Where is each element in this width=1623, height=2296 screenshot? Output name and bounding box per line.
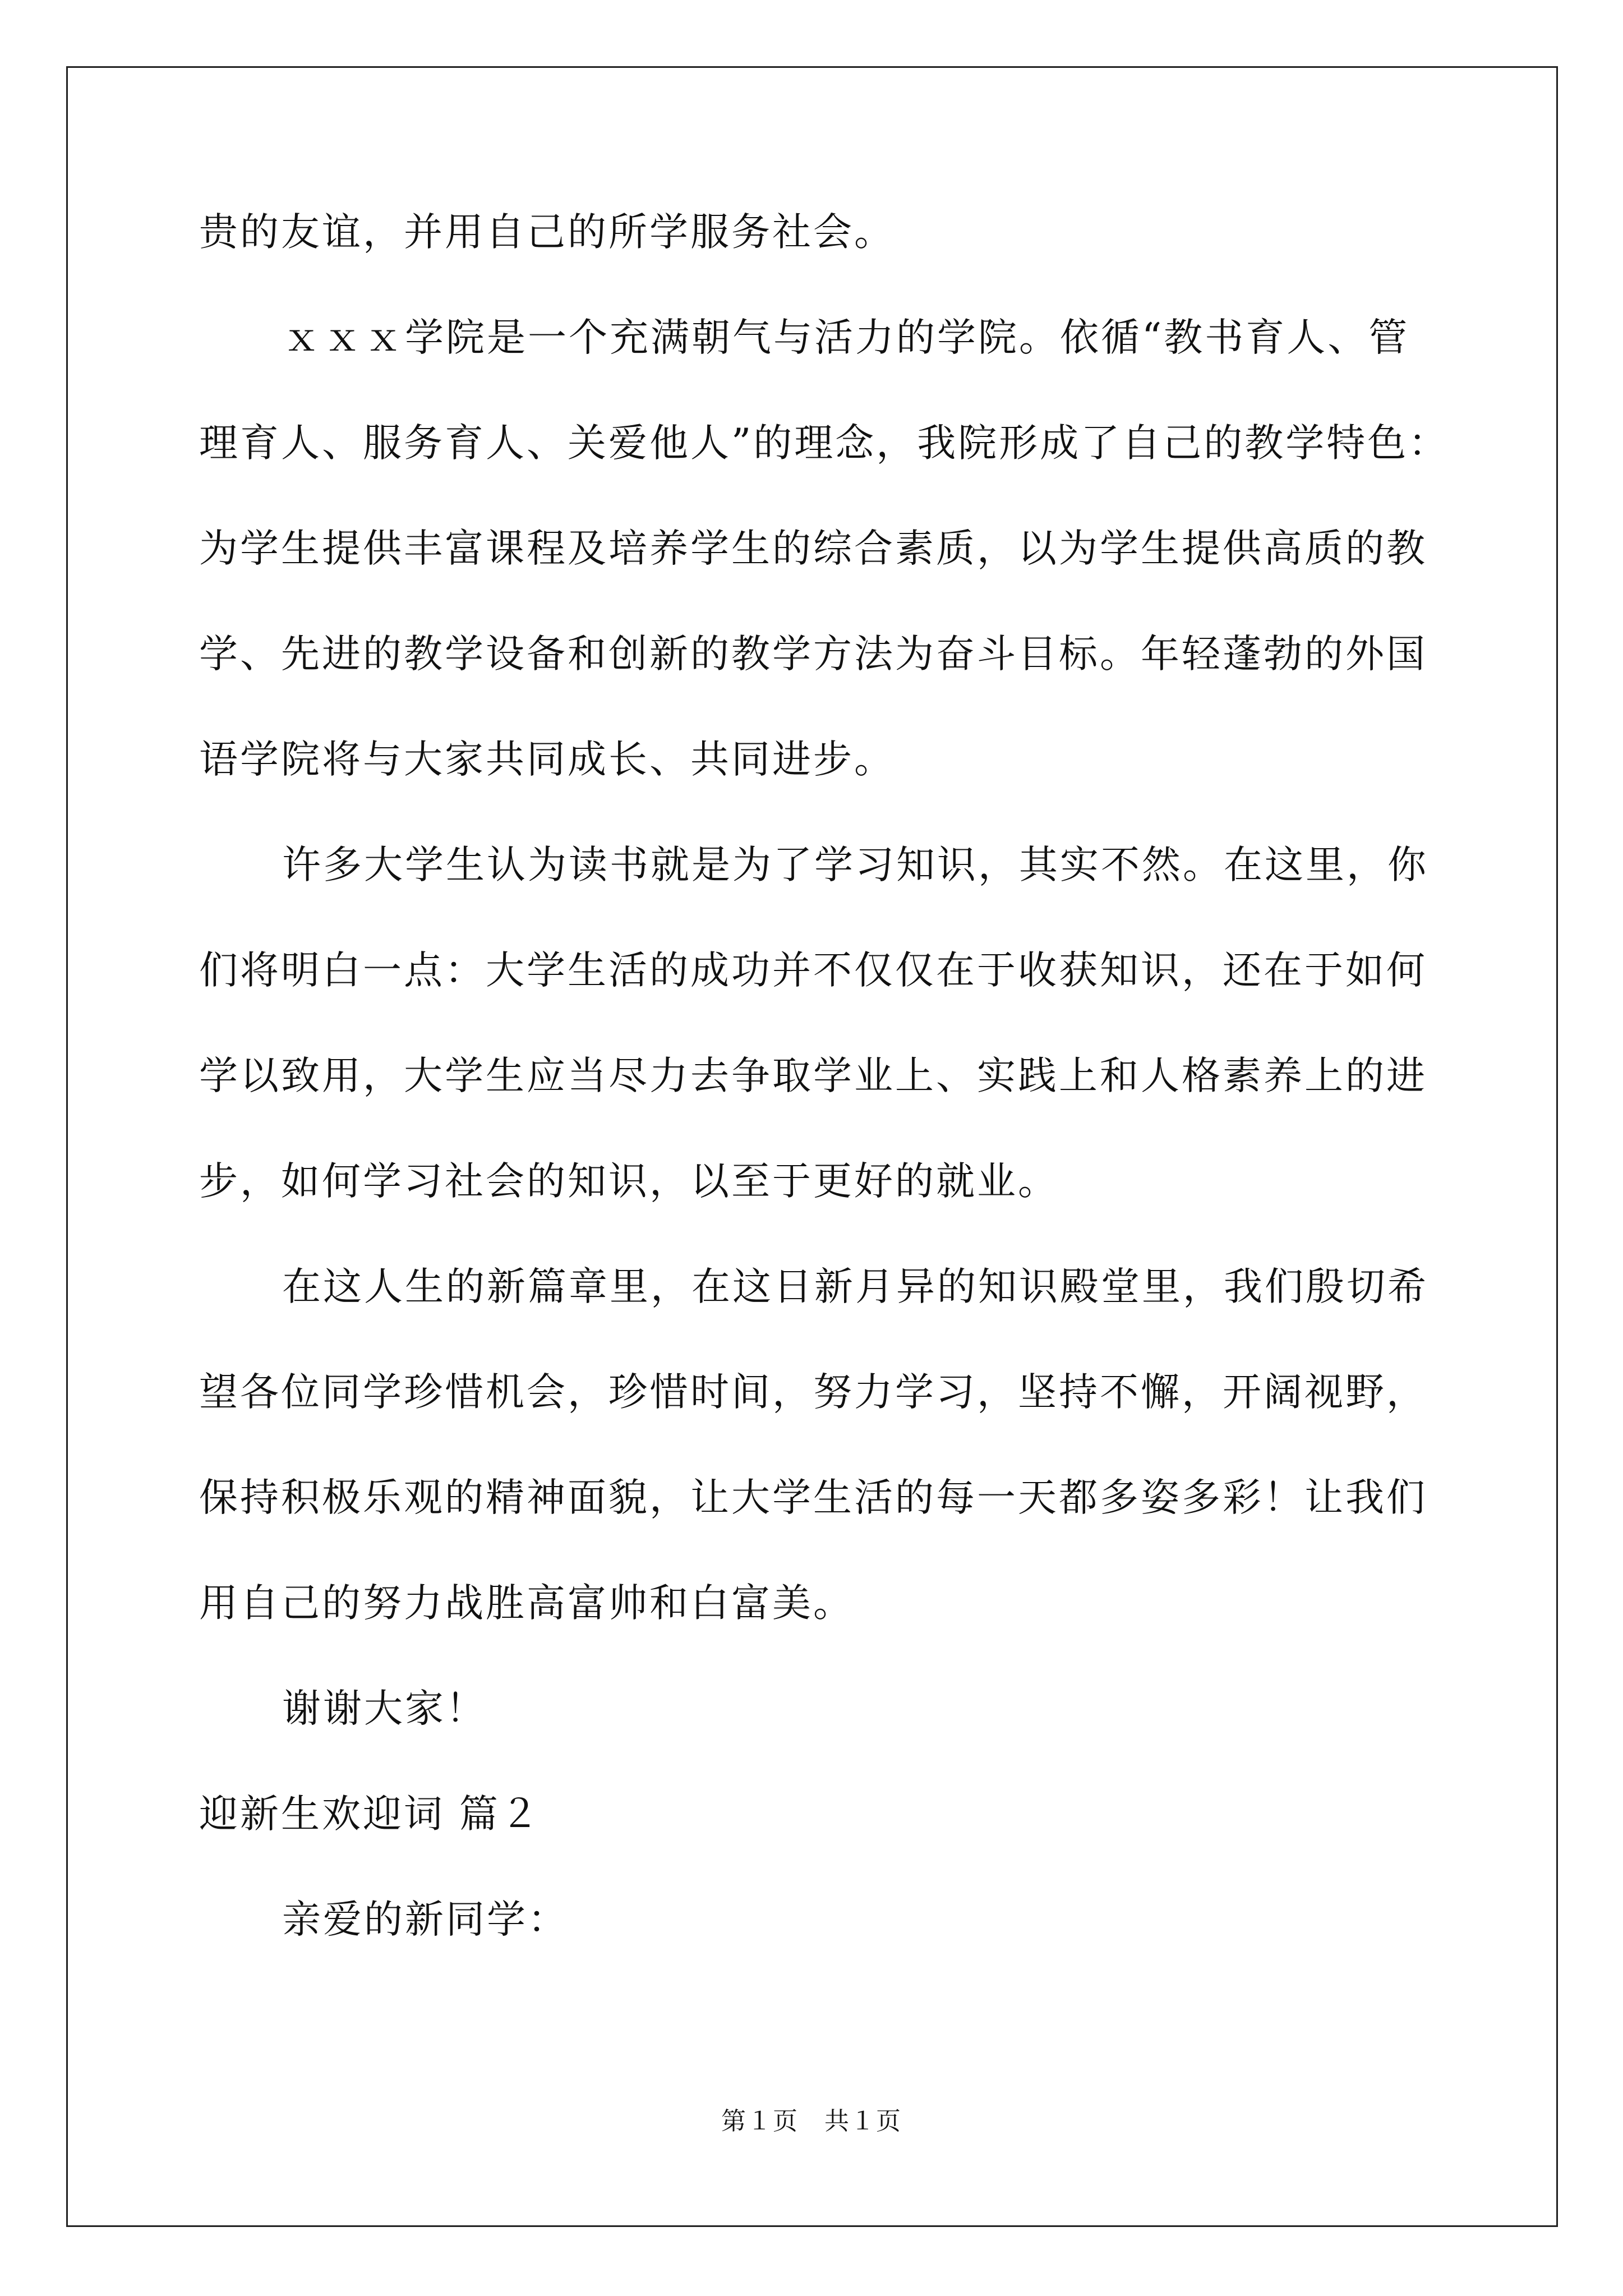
salutation: 亲爱的新同学： (282, 1897, 569, 1942)
page-footer: 第１页 共１页 (721, 2107, 902, 2136)
text-line: 望各位同学珍惜机会，珍惜时间，努力学习，坚持不懈，开阔视野， (199, 1370, 1427, 1415)
text-line: 步，如何学习社会的知识，以至于更好的就业。 (199, 1159, 1059, 1204)
text-line: 语学院将与大家共同成长、共同进步。 (199, 737, 895, 782)
text-line: 理育人、服务育人、关爱他人”的理念，我院形成了自己的教学特色： (199, 421, 1450, 466)
text-line: 在这人生的新篇章里，在这日新月异的知识殿堂里，我们殷切希 (282, 1264, 1428, 1309)
text-line: 学、先进的教学设备和创新的教学方法为奋斗目标。年轻蓬勃的外国 (199, 632, 1427, 677)
text-line: ｘｘｘ学院是一个充满朝气与活力的学院。依循“教书育人、管 (282, 315, 1410, 360)
text-line: 保持积极乐观的精神面貌，让大学生活的每一天都多姿多彩！让我们 (199, 1475, 1427, 1520)
text-line: 为学生提供丰富课程及培养学生的综合素质，以为学生提供高质的教 (199, 526, 1427, 571)
section-heading: 迎新生欢迎词 篇２ (199, 1792, 541, 1837)
text-line: 贵的友谊，并用自己的所学服务社会。 (199, 210, 895, 255)
text-line: 用自己的努力战胜高富帅和白富美。 (199, 1581, 854, 1626)
text-line: 谢谢大家！ (282, 1686, 487, 1731)
text-line: 学以致用，大学生应当尽力去争取学业上、实践上和人格素养上的进 (199, 1053, 1427, 1098)
text-line: 们将明白一点：大学生活的成功并不仅仅在于收获知识，还在于如何 (199, 948, 1427, 993)
text-line: 许多大学生认为读书就是为了学习知识，其实不然。在这里，你 (282, 843, 1428, 887)
